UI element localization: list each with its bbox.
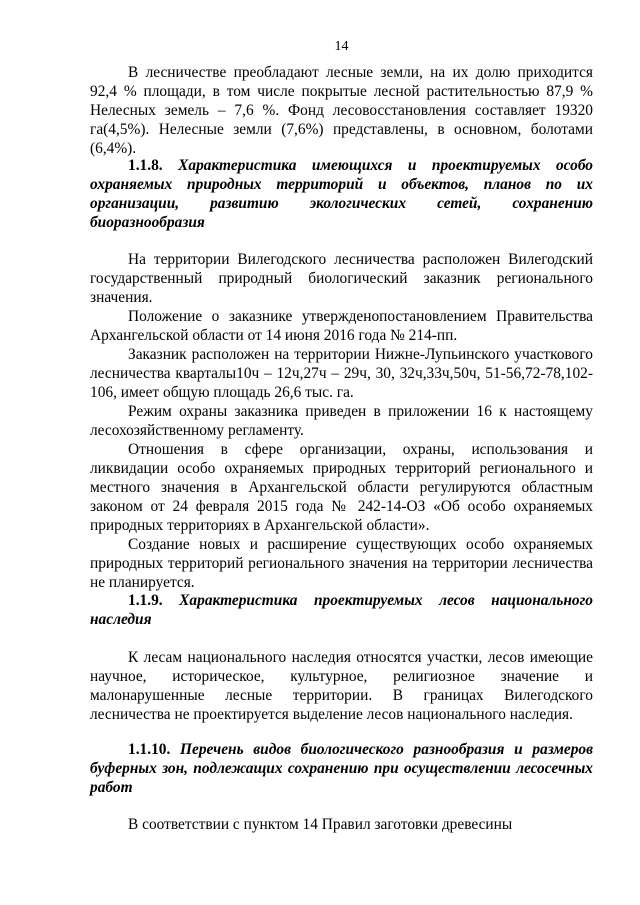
- section-1-1-8: [90, 156, 593, 232]
- section-number: 1.1.9.: [128, 592, 163, 609]
- section-number: 1.1.10.: [128, 741, 171, 758]
- section-1-1-8-body: [90, 250, 593, 592]
- section-heading-1-1-9: [90, 591, 593, 629]
- paragraph: Положение о заказнике утвержденопостановлением Правительства Архангельской области от 14 июня 2016 года № 214-пп.: [90, 308, 593, 344]
- paragraph: Отношения в сфере организации, охраны, использования и ликвидации особо охраняемых природных территорий регионального и местного значения в Архангельской области регулируются областным законом от 24 февраля 2015 года № 242-14-ОЗ «Об особо охраняемых природных территориях в Архангельской области».: [90, 441, 593, 534]
- section-1-1-9-body: [90, 648, 593, 724]
- section-1-1-10: [90, 740, 593, 797]
- paragraph: Режим охраны заказника приведен в приложении 16 к настоящему лесохозяйственному регламенту.: [90, 403, 593, 439]
- paragraph: Создание новых и расширение существующих особо охраняемых природных территорий регионального значения на территории лесничества не планируется.: [90, 536, 593, 591]
- section-title: Характеристика проектируемых лесов национального наследия: [90, 592, 593, 628]
- intro-section: [90, 63, 593, 158]
- paragraph: Заказник расположен на территории Нижне-Лупьинского участкового лесничества кварталы10ч – 12ч,27ч – 29ч, 30, 32ч,33ч,50ч, 51-56,72-78,102-106, имеет общую площадь 26,6 тыс. га.: [90, 346, 593, 401]
- intro-paragraph: В лесничестве преобладают лесные земли, на их долю приходится 92,4 % площади, в том числе покрытые лесной растительностью 87,9 % Нелесных земель – 7,6 %. Фонд лесовосстановления составляет 19320 га(4,5%). Нелесные земли (7,6%) представлены, в основном, болотами (6,4%).: [90, 64, 593, 157]
- section-heading-1-1-8: [90, 156, 593, 232]
- page-number: 14: [334, 39, 349, 54]
- section-heading-1-1-10: [90, 740, 593, 797]
- section-1-1-10-body: [90, 815, 593, 834]
- paragraph: На территории Вилегодского лесничества расположен Вилегодский государственный природный биологический заказник регионального значения.: [90, 251, 593, 306]
- paragraph: В соответствии с пунктом 14 Правил заготовки древесины: [128, 816, 513, 833]
- section-1-1-9: [90, 591, 593, 629]
- section-title: Характеристика имеющихся и проектируемых особо охраняемых природных территорий и объектов, планов по их организации, развитию экологических сетей, сохранению биоразнообразия: [90, 157, 593, 231]
- section-title: Перечень видов биологического разнообразия и размеров буферных зон, подлежащих сохранению при осуществлении лесосечных работ: [90, 741, 593, 796]
- section-number: 1.1.8.: [128, 157, 163, 174]
- paragraph: К лесам национального наследия относятся участки, лесов имеющие научное, историческое, культурное, религиозное значение и малонарушенные лесные территории. В границах Вилегодского лесничества не проектируется выделение лесов национального наследия.: [90, 649, 593, 723]
